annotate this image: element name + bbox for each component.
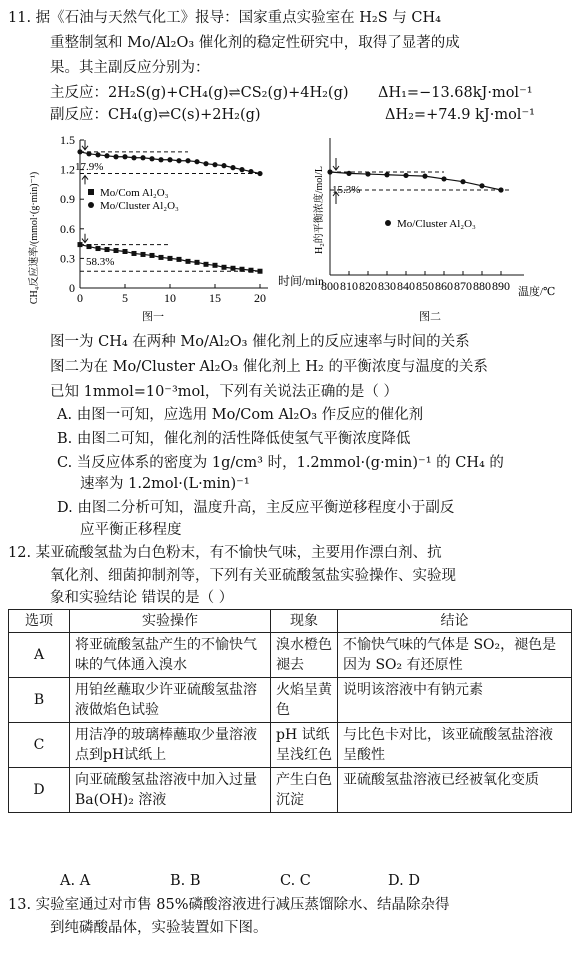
fig1-y-tick-label: 1.5 xyxy=(60,133,75,147)
fig1-point-cluster xyxy=(203,161,208,166)
fig1-point-cluster xyxy=(176,158,181,163)
q11-option-d-line1: D. 由图二分析可知，温度升高，主反应平衡逆移程度小于副反 xyxy=(57,500,455,516)
fig1-point-cluster xyxy=(248,169,253,174)
row-phenomenon: 溴水橙色褪去 xyxy=(271,633,338,678)
fig1-y-tick-label: 1.2 xyxy=(60,162,75,177)
fig2-caption: 图二 xyxy=(419,311,441,323)
legend-circle-marker xyxy=(385,220,391,226)
fig1-legend-cluster: Mo/Cluster Al₂O₃ xyxy=(100,200,179,212)
q11-stem-line1: 11. 据《石油与天然气化工》报导：国家重点实验室在 H₂S 与 CH₄ xyxy=(8,10,441,26)
fig1-point-cluster xyxy=(77,149,82,154)
row-conclusion: 说明该溶液中有钠元素 xyxy=(338,678,572,723)
fig1-point-cluster xyxy=(122,154,127,159)
fig1-point-com xyxy=(78,242,83,247)
q11-main-enthalpy: ΔH₁=−13.68kJ·mol⁻¹ xyxy=(378,85,533,101)
fig1-y-tick-label: 0.9 xyxy=(60,192,75,207)
row-option: B xyxy=(9,678,70,723)
fig1-point-com xyxy=(177,257,182,262)
fig2-x-tick-label: 840 xyxy=(397,279,415,293)
q12-choice-a: A. A xyxy=(60,873,91,889)
fig1-y-tick-label: 0.6 xyxy=(60,221,75,236)
fig1-point-cluster xyxy=(257,171,262,176)
fig2-point-cluster xyxy=(441,176,446,181)
fig1-arrow-down-icon xyxy=(82,140,88,150)
fig2-x-tick-label: 820 xyxy=(359,279,377,293)
fig1-y-tick-label: 0.3 xyxy=(60,251,75,266)
fig1-x-tick-label: 15 xyxy=(209,291,221,305)
table-row xyxy=(9,678,572,723)
fig2-point-cluster xyxy=(403,173,408,178)
row-operation: 用洁净的玻璃棒蘸取少量溶液点到pH试纸上 xyxy=(70,723,271,768)
row-operation: 用铂丝蘸取少许亚硫酸氢盐溶液做焰色试验 xyxy=(70,678,271,723)
fig1-x-tick-label: 10 xyxy=(164,291,176,305)
q11-side-reaction: 副反应：CH₄(g)⇌C(s)+2H₂(g) xyxy=(50,107,261,123)
fig1-point-cluster xyxy=(185,158,190,163)
q12-stem-line3: 象和实验结论 错误的是（ ） xyxy=(50,590,234,606)
q11-desc-line3: 已知 1mmol=10⁻³mol，下列有关说法正确的是（ ） xyxy=(50,384,398,400)
fig1-legend-com: Mo/Com Al₂O₃ xyxy=(100,187,169,199)
fig2-legend-cluster: Mo/Cluster Al₂O₃ xyxy=(397,218,476,230)
fig2-arrow-down-icon xyxy=(333,158,339,170)
q11-side-enthalpy: ΔH₂=+74.9 kJ·mol⁻¹ xyxy=(385,107,535,123)
fig1-point-cluster xyxy=(194,159,199,164)
fig2-x-tick-label: 880 xyxy=(473,279,491,293)
row-option: C xyxy=(9,723,70,768)
fig1-point-cluster xyxy=(86,151,91,156)
fig2-x-tick-label: 870 xyxy=(454,279,472,293)
fig2-point-cluster xyxy=(384,172,389,177)
fig1-point-cluster xyxy=(131,155,136,160)
fig1-point-com xyxy=(249,268,254,273)
fig1-annotation-58-3: 58.3% xyxy=(86,256,115,268)
fig1-point-com xyxy=(213,263,218,268)
row-phenomenon: pH 试纸呈浅红色 xyxy=(271,723,338,768)
row-conclusion: 与比色卡对比，该亚硫酸氢盐溶液呈酸性 xyxy=(338,723,572,768)
fig1-caption: 图一 xyxy=(142,311,164,323)
fig1-x-tick-label: 20 xyxy=(254,291,266,305)
row-phenomenon: 火焰呈黄色 xyxy=(271,678,338,723)
row-conclusion: 亚硫酸氢盐溶液已经被氧化变质 xyxy=(338,768,572,813)
q11-main-reaction: 主反应：2H₂S(g)+CH₄(g)⇌CS₂(g)+4H₂(g) xyxy=(50,85,349,101)
fig1-point-com xyxy=(186,259,191,264)
fig1-point-com xyxy=(159,255,164,260)
fig1-xlabel: 时间/min xyxy=(278,274,325,288)
fig1-point-com xyxy=(105,247,110,252)
q11-desc-line2: 图二为在 Mo/Cluster Al₂O₃ 催化剂上 H₂ 的平衡浓度与温度的关系 xyxy=(50,359,488,375)
fig1-point-com xyxy=(96,246,101,251)
fig1-point-com xyxy=(150,253,155,258)
q11-option-a: A. 由图一可知，应选用 Mo/Com Al₂O₃ 作反应的催化剂 xyxy=(57,407,424,423)
fig1-point-cluster xyxy=(158,157,163,162)
legend-circle-marker xyxy=(88,202,94,208)
fig2-annotation-15-3: 15.3% xyxy=(332,184,361,196)
fig2-x-tick-label: 810 xyxy=(340,279,358,293)
fig1-point-com xyxy=(141,252,146,257)
fig2-x-tick-label: 860 xyxy=(435,279,453,293)
fig1-point-com xyxy=(168,256,173,261)
fig1-point-cluster xyxy=(140,155,145,160)
q11-desc-line1: 图一为 CH₄ 在两种 Mo/Al₂O₃ 催化剂上的反应速率与时间的关系 xyxy=(50,334,470,350)
q11-option-d-line2: 应平衡正移程度 xyxy=(80,522,182,538)
table-row xyxy=(9,723,572,768)
row-phenomenon: 产生白色沉淀 xyxy=(271,768,338,813)
q12-choice-d: D. D xyxy=(388,873,420,889)
q12-choice-c: C. C xyxy=(280,873,311,889)
q12-table xyxy=(8,609,572,813)
q13-stem-line1: 13. 实验室通过对市售 85%磷酸溶液进行减压蒸馏除水、结晶除杂得 xyxy=(8,897,450,913)
fig1-ylabel: CH₄反应速率/(mmol·(g·min)⁻¹) xyxy=(29,171,40,305)
q11-option-c-line2: 速率为 1.2mol·(L·min)⁻¹ xyxy=(80,476,250,492)
row-conclusion: 不愉快气味的气体是 SO₂，褪色是因为 SO₂ 有还原性 xyxy=(338,633,572,678)
fig1-x-tick-label: 5 xyxy=(122,291,128,305)
fig2-x-tick-label: 890 xyxy=(492,279,510,293)
legend-square-marker xyxy=(88,189,94,195)
q11-option-b: B. 由图二可知，催化剂的活性降低使氢气平衡浓度降低 xyxy=(57,431,411,447)
q11-option-c-line1: C. 当反应体系的密度为 1g/cm³ 时，1.2mmol·(g·min)⁻¹ 的 CH₄ 的 xyxy=(57,455,504,471)
q11-stem-line2: 重整制氢和 Mo/Al₂O₃ 催化剂的稳定性研究中，取得了显著的成 xyxy=(50,35,460,51)
fig1-point-com xyxy=(123,249,128,254)
fig1-point-cluster xyxy=(95,152,100,157)
fig1-point-com xyxy=(87,244,92,249)
fig2-x-tick-label: 830 xyxy=(378,279,396,293)
fig1-point-cluster xyxy=(212,162,217,167)
fig1-arrow-up-icon xyxy=(82,176,88,185)
fig1-annotation-17-9: 17.9% xyxy=(75,161,104,173)
fig1-point-cluster xyxy=(149,156,154,161)
fig2-ylabel: H₂的平衡浓度/mol/L xyxy=(314,166,325,254)
fig2-xlabel: 温度/℃ xyxy=(518,286,556,298)
fig1-point-cluster xyxy=(239,167,244,172)
header-conclusion: 结论 xyxy=(338,610,572,633)
row-operation: 将亚硫酸氢盐产生的不愉快气味的气体通入溴水 xyxy=(70,633,271,678)
fig1-arrow-down-icon xyxy=(82,234,88,243)
fig2-x-tick-label: 800 xyxy=(321,279,339,293)
fig1-point-com xyxy=(114,248,119,253)
figure-2-h2-vs-temperature xyxy=(308,130,580,330)
fig2-point-cluster xyxy=(460,179,465,184)
fig1-point-com xyxy=(222,265,227,270)
table-row xyxy=(9,633,572,678)
fig2-point-cluster xyxy=(365,171,370,176)
fig1-point-cluster xyxy=(113,154,118,159)
table-row xyxy=(9,768,572,813)
row-operation: 向亚硫酸氢盐溶液中加入过量 Ba(OH)₂ 溶液 xyxy=(70,768,271,813)
fig1-x-tick-label: 0 xyxy=(77,291,83,305)
fig1-point-com xyxy=(258,269,263,274)
header-phenomenon: 现象 xyxy=(271,610,338,633)
row-option: A xyxy=(9,633,70,678)
fig1-point-com xyxy=(240,267,245,272)
header-option: 选项 xyxy=(9,610,70,633)
fig2-x-tick-label: 850 xyxy=(416,279,434,293)
fig1-y-tick-label: 0 xyxy=(69,281,75,295)
table-header-row xyxy=(9,610,572,633)
fig1-point-com xyxy=(231,266,236,271)
fig1-point-cluster xyxy=(167,157,172,162)
fig1-point-com xyxy=(132,251,137,256)
fig2-point-cluster xyxy=(327,169,332,174)
fig2-point-cluster xyxy=(422,174,427,179)
fig1-point-cluster xyxy=(230,165,235,170)
row-option: D xyxy=(9,768,70,813)
fig1-point-cluster xyxy=(221,163,226,168)
fig2-point-cluster xyxy=(498,187,503,192)
fig1-point-com xyxy=(195,260,200,265)
fig2-point-cluster xyxy=(479,183,484,188)
fig1-point-cluster xyxy=(104,153,109,158)
q12-stem-line1: 12. 某亚硫酸氢盐为白色粉末，有不愉快气味，主要用作漂白剂、抗 xyxy=(8,545,442,561)
q11-stem-line3: 果。其主副反应分别为： xyxy=(50,60,210,76)
q12-choice-b: B. B xyxy=(170,873,201,889)
q13-stem-line2: 到纯磷酸晶体，实验装置如下图。 xyxy=(50,920,268,936)
fig1-point-com xyxy=(204,262,209,267)
q12-stem-line2: 氧化剂、细菌抑制剂等，下列有关亚硫酸氢盐实验操作、实验现 xyxy=(50,568,456,584)
fig2-point-cluster xyxy=(346,171,351,176)
header-operation: 实验操作 xyxy=(70,610,271,633)
